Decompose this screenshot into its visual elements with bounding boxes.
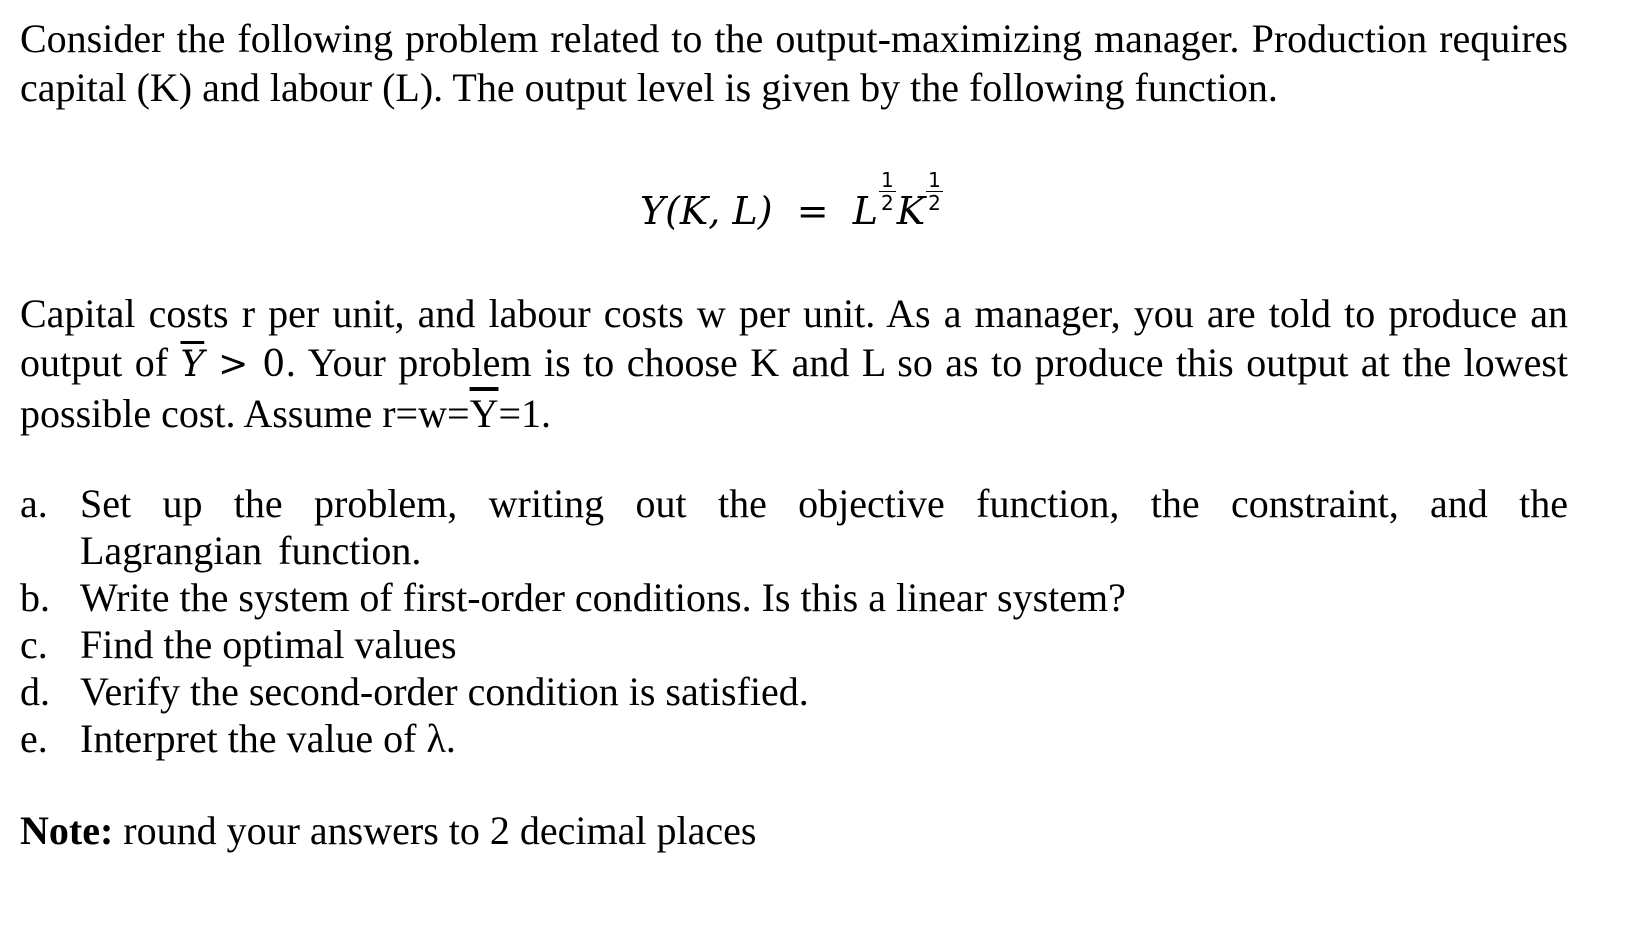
list-item-text: Interpret the value of λ.	[80, 716, 456, 761]
list-item	[20, 715, 1568, 762]
list-item-text: Verify the second-order condition is satisfied.	[80, 669, 809, 714]
list-item	[20, 574, 1568, 621]
note-line	[20, 806, 756, 855]
ybar-symbol: $\overline{Y} > 0$.	[180, 344, 297, 385]
list-marker: e.	[20, 716, 48, 761]
note-label: Note:	[20, 808, 114, 853]
list-marker: c.	[20, 622, 48, 667]
list-item-text: Find the optimal values	[80, 622, 457, 667]
note-text: round your answers to 2 decimal places	[113, 808, 757, 853]
intro-paragraph: Consider the following problem related to the output-maximizing manager. Production requires capital (K) and labour (L). The output level is given by the following function.	[20, 16, 1568, 110]
list-marker: b.	[20, 575, 50, 620]
cost-paragraph: Capital costs r per unit, and labour costs w per unit. As a manager, you are told to produce an output of $\overline{Y} > 0$. Your problem is to choose K and L so as to produce this output at the lowest possible cost. Assume $r=w=\overline{Y}=1$.	[20, 291, 1569, 436]
list-marker: d.	[20, 669, 50, 714]
list-marker: a.	[20, 481, 48, 526]
ybar-symbol-2: $\overline{Y}$	[469, 391, 499, 436]
equation-base-k: K	[896, 189, 926, 233]
list-item	[20, 621, 1568, 668]
list-item	[20, 480, 1568, 574]
exponent-fraction-l: $\frac{1}{2}$	[880, 168, 894, 215]
production-function-equation	[640, 170, 944, 233]
list-item-text: Set up the problem, writing out the objective function, the constraint, and the Lagrangian function.	[80, 481, 1568, 573]
question-list	[20, 480, 1590, 762]
list-item	[20, 668, 1568, 715]
equation-equals: =	[796, 189, 829, 233]
equation-lhs: Y(K, L)	[640, 189, 773, 233]
equation-base-l: L	[852, 189, 878, 233]
exponent-fraction-k: $\frac{1}{2}$	[928, 168, 941, 215]
list-item-text: Write the system of first-order conditions. Is this a linear system?	[80, 575, 1126, 620]
